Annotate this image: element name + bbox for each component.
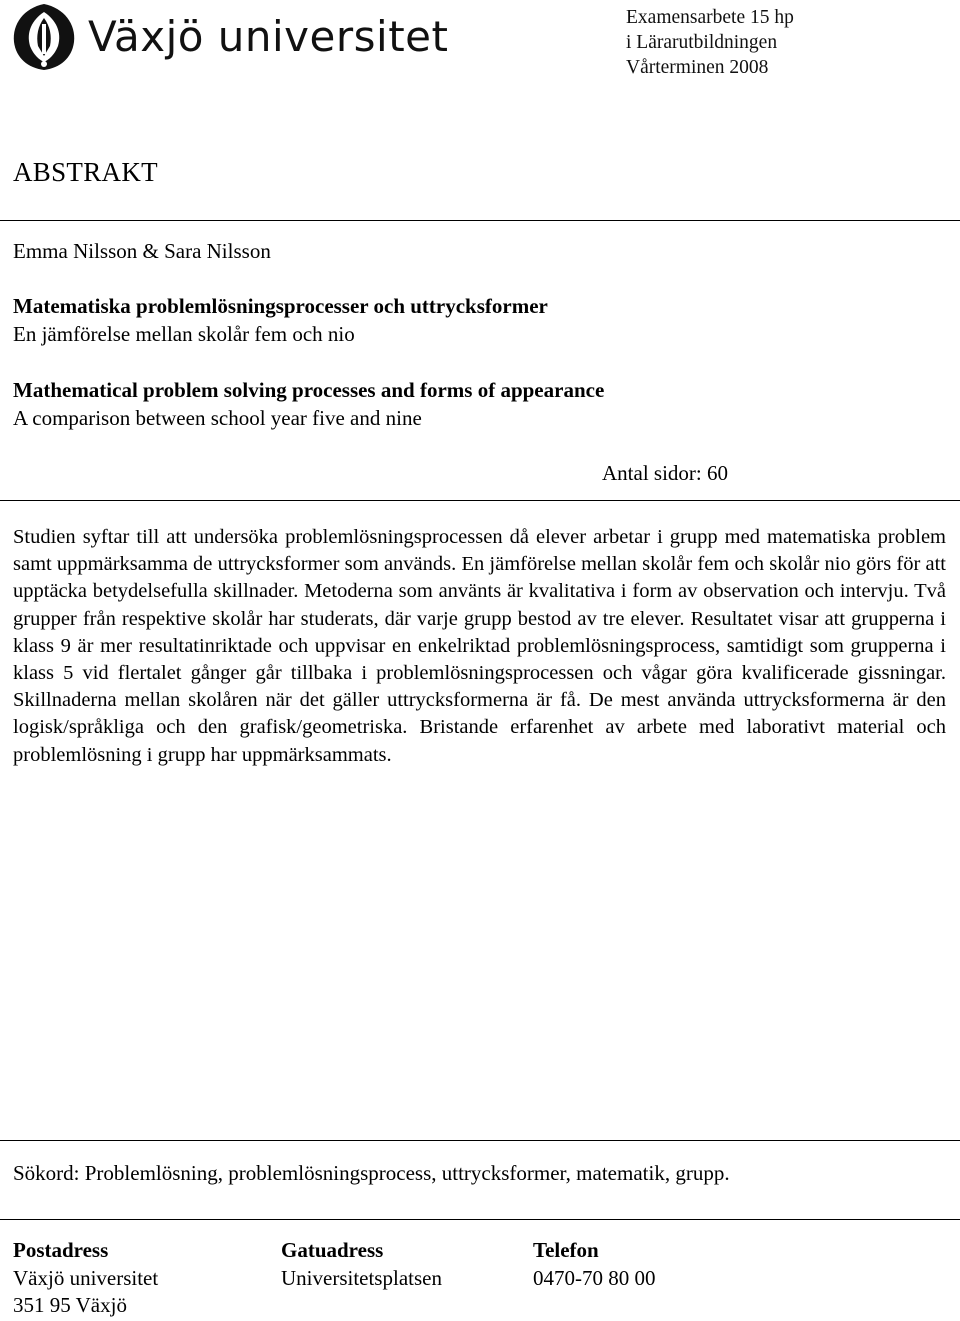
postal-address [13,1237,158,1320]
term: Vårterminen 2008 [626,57,769,78]
divider [0,1219,960,1220]
title-swedish: Matematiska problemlösningsprocesser och uttrycksformer [13,294,548,318]
thesis-type: Examensarbete 15 hp [626,7,794,28]
keywords: Sökord: Problemlösning, problemlösningsprocess, uttrycksformer, matematik, grupp. [13,1161,730,1185]
phone-heading: Telefon [533,1238,599,1262]
logo-wordmark: Växjö universitet [88,12,449,61]
title-english: Mathematical problem solving processes and forms of appearance [13,378,605,402]
street-address-heading: Gatuadress [281,1238,384,1262]
postal-address-line: Växjö universitet [13,1265,159,1290]
phone [533,1237,656,1292]
abstract-body: Studien syftar till att undersöka problemlösningsprocessen då elever arbetar i grupp med matematiska problem samt uppmärksamma de uttrycksformer som används. En jämförelse mellan skolår fem och skolår nio görs för att upptäcka betydelsefulla skillnader. Metoderna som använts är kvalitativa i form av observation och intervju. Två grupper från respektive skolår har studerats, där varje grupp bestod av tre elever. Resultatet visar att grupperna i klass 9 är mer resultatinriktade och uppvisar en enkelriktad problemlösningsprocess, samtidigt som grupperna i klass 5 vid flertalet gånger går tillbaka i problemlösningsprocessen och vågar göra kvalificerade gissningar. Skillnaderna mellan skolåren när det gäller uttrycksformerna är få. De mest använda uttrycksformerna är den logisk/språkliga och den grafisk/geometriska. Bristande erfarenhet av arbete med laborativt material och problemlösning i grupp har uppmärksammats. [13,526,946,766]
page-count: Antal sidor: 60 [602,461,728,485]
street-address-line: Universitetsplatsen [281,1265,442,1290]
abstract-heading: ABSTRAKT [13,157,158,187]
program: i Lärarutbildningen [626,32,778,53]
postal-address-heading: Postadress [13,1238,109,1262]
subtitle-english: A comparison between school year five and nine [13,406,422,430]
university-emblem-icon [10,2,78,72]
subtitle-swedish: En jämförelse mellan skolår fem och nio [13,322,355,346]
authors: Emma Nilsson & Sara Nilsson [13,239,271,263]
street-address [281,1237,442,1292]
divider [0,220,960,221]
postal-address-line: 351 95 Växjö [13,1293,127,1317]
university-logo [8,2,449,72]
divider [0,1140,960,1141]
thesis-info [626,5,794,80]
divider [0,500,960,501]
phone-number: 0470-70 80 00 [533,1265,656,1290]
